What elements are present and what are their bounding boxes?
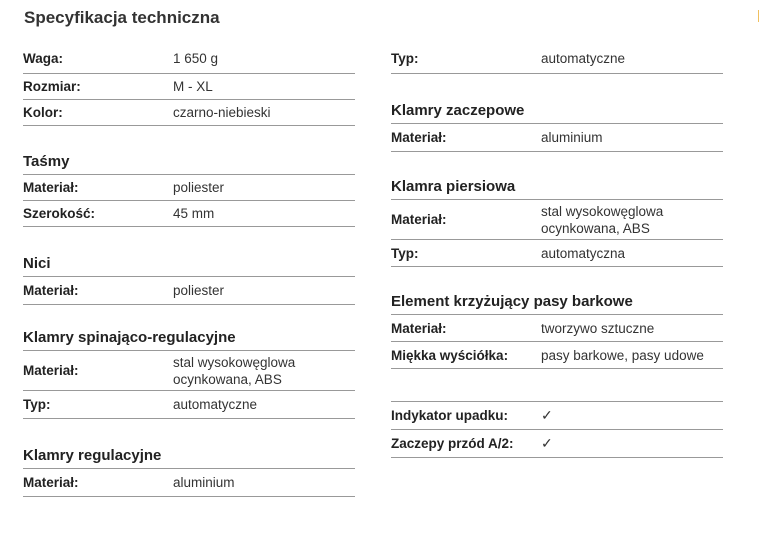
spec-divider [391, 369, 723, 402]
spec-value [541, 203, 723, 237]
spec-row [391, 124, 723, 152]
section-title-krzyzujacy: Element krzyżujący pasy barkowe [391, 293, 723, 315]
spec-value: czarno-niebieski [173, 105, 271, 120]
section-title-zaczepowe: Klamry zaczepowe [391, 102, 723, 124]
spec-value: 45 mm [173, 206, 215, 221]
spec-row [23, 175, 355, 201]
spec-key: Materiał: [391, 320, 447, 336]
section-title-spinajaco: Klamry spinająco-regulacyjne [23, 329, 355, 351]
spec-key: Waga: [23, 51, 63, 66]
spec-value-line: stal wysokowęglowa [541, 203, 664, 219]
spec-row-type [391, 44, 723, 74]
spec-key: Miękka wyściółka: [391, 347, 509, 363]
spec-key: Materiał: [391, 130, 447, 145]
spec-value: 1 650 g [173, 51, 219, 66]
spec-key: Szerokość: [23, 206, 96, 221]
section-title-regulacyjne: Klamry regulacyjne [23, 447, 355, 469]
spec-value: pasy barkowe, pasy udowe [541, 347, 704, 363]
spec-key: Typ: [391, 51, 419, 66]
spec-key: Zaczepy przód A/2: [391, 436, 514, 451]
spec-row [391, 240, 723, 267]
spec-row [23, 391, 355, 419]
spec-value: aluminium [173, 475, 235, 490]
spec-value: automatyczne [541, 51, 626, 66]
corner-marker [758, 10, 759, 22]
spec-row [23, 201, 355, 227]
spec-value: M - XL [173, 79, 213, 94]
spec-key: Materiał: [23, 180, 79, 195]
spec-column-right [391, 44, 723, 458]
spec-key: Materiał: [391, 212, 447, 227]
spec-row [391, 342, 723, 369]
spec-value-line: ocynkowana, ABS [173, 371, 282, 387]
spec-row [23, 351, 355, 391]
spec-row [23, 469, 355, 497]
spec-value [173, 354, 355, 388]
spec-row [391, 315, 723, 342]
spec-row [391, 200, 723, 240]
spec-row-weight [23, 44, 355, 74]
spec-value: poliester [173, 283, 225, 298]
spec-key: Typ: [391, 245, 419, 261]
spec-key: Materiał: [23, 283, 79, 298]
section-title-piersiowa: Klamra piersiowa [391, 178, 723, 200]
spec-row-fall-indicator [391, 402, 723, 430]
spec-key: Materiał: [23, 363, 79, 378]
spec-row [23, 277, 355, 305]
spec-value: poliester [173, 180, 225, 195]
spec-row-size [23, 74, 355, 100]
check-icon: ✓ [541, 435, 553, 451]
check-icon: ✓ [541, 407, 553, 423]
section-title-nici: Nici [23, 255, 355, 277]
spec-row-front-anchor [391, 430, 723, 458]
spec-key: Indykator upadku: [391, 408, 509, 423]
spec-value-line: stal wysokowęglowa [173, 354, 296, 370]
spec-value: automatyczne [173, 397, 258, 412]
spec-value: automatyczna [541, 245, 626, 261]
spec-value: tworzywo sztuczne [541, 320, 655, 336]
spec-column-left [23, 44, 355, 497]
spec-key: Rozmiar: [23, 79, 81, 94]
section-title-tasmy: Taśmy [23, 153, 355, 175]
spec-key: Typ: [23, 397, 51, 412]
spec-key: Kolor: [23, 105, 63, 120]
spec-value-line: ocynkowana, ABS [541, 220, 650, 236]
spec-key: Materiał: [23, 475, 79, 490]
page-title: Specyfikacja techniczna [24, 8, 220, 27]
spec-value: aluminium [541, 130, 603, 145]
spec-row-color [23, 100, 355, 126]
